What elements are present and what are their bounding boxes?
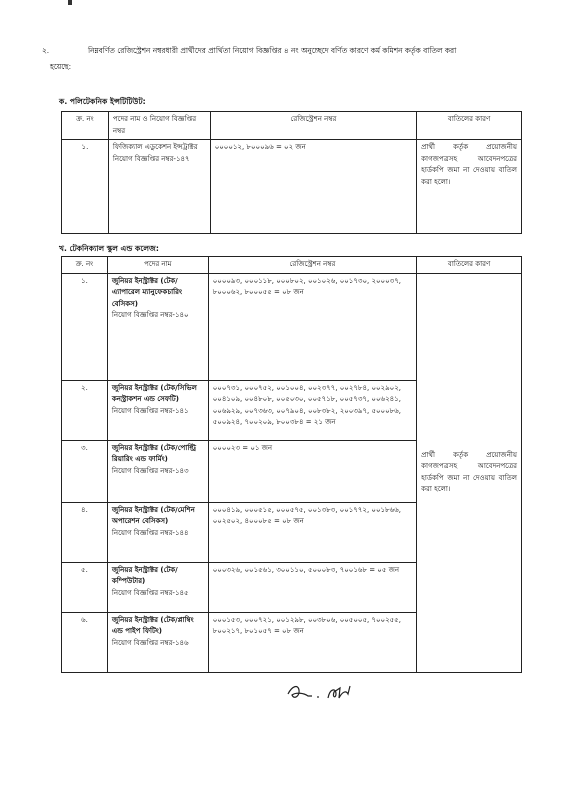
row-registration: ০০০৩২৬, ০০১৫৬১, ৩০০১১০, ৫০০০৮৩, ৭০০১৬৮ = ০৫ জন [208,562,416,612]
row-serial: ৫. [62,562,108,612]
paragraph-number: ২. [42,46,50,55]
row-post [107,273,208,380]
post-name: ফিজিক্যাল এডুকেশন ইন্সট্রাক্টর [112,143,198,151]
notice-number: নিয়োগ বিজ্ঞপ্তির নম্বর-১৪৪ [111,528,189,537]
row-serial: ৩. [62,440,108,502]
row-serial: ১. [62,140,109,234]
table-header-row [62,112,522,140]
post-name: জুনিয়র ইনস্ট্রাক্টর (টেক/সিভিল কনস্ট্রাকশন এন্ড সেফটি) [111,383,197,403]
signature [284,680,374,704]
post-name: জুনিয়র ইনস্ট্রাক্টর (টেক/কম্পিউটার) [111,565,178,585]
notice-number: নিয়োগ বিজ্ঞপ্তির নম্বর-১৪৫ [111,588,189,597]
row-serial: ৬. [62,612,108,672]
polytechnic-table [61,111,522,234]
paragraph-text-line-2: হয়েছে: [50,62,72,71]
post-name: জুনিয়র ইনস্ট্রাক্টর (টেক/এ্যাপারেল ম্যানুফেকচারিং বেসিকস) [111,276,182,308]
row-serial: ২. [62,380,108,440]
header-reason: বাতিলের কারণ [417,257,522,274]
row-post [107,612,208,672]
table-row [62,140,522,234]
table-row [62,273,522,380]
row-post [107,502,208,562]
post-name: জুনিয়র ইনস্ট্রাক্টর (টেক/পোল্ট্রি রিয়ারিং এন্ড ফার্মিং) [111,443,196,463]
row-registration: ০০০০১২, ৮০০০৯৬ = ০২ জন [210,140,416,234]
row-reason: প্রার্থী কর্তৃক প্রয়োজনীয় কাগজপত্রসহ আবেদনপত্রের হার্ডকপি জমা না দেওয়ায় বাতিল করা হলো। [417,273,522,672]
notice-number: নিয়োগ বিজ্ঞপ্তির নম্বর-১৪৩ [111,466,189,475]
notice-number: নিয়োগ বিজ্ঞপ্তির নম্বর-১৪১ [111,406,189,415]
row-post [107,440,208,502]
row-serial: ৪. [62,502,108,562]
header-registration: রেজিস্ট্রেশন নম্বর [208,257,416,274]
section-b-title: খ. টেকনিক্যাল স্কুল এন্ড কলেজ: [59,244,159,253]
row-registration: ০০০৪১৯, ০০০৫১৫, ০০০৫৭৫, ০০১৩৮৩, ০০১৭৭২, ০০১৮৬৬, ০০২৫০২, ৪০০০৮৫ = ০৮ জন [208,502,416,562]
post-name: জুনিয়র ইনস্ট্রাক্টর (টেক/মেশিন অপারেশন বেসিকস) [111,505,195,525]
header-post: পদের নাম [107,257,208,274]
row-reason: প্রার্থী কর্তৃক প্রয়োজনীয় কাগজপত্রসহ আবেদনপত্রের হার্ডকপি জমা না দেওয়ায় বাতিল করা হলো। [417,140,522,234]
row-post [107,562,208,612]
scan-mark [68,0,72,5]
notice-number: নিয়োগ বিজ্ঞপ্তির নম্বর-১৪০ [111,311,189,319]
row-post [107,380,208,440]
header-registration: রেজিস্ট্রেশন নম্বর [210,112,416,140]
post-name: জুনিয়র ইনস্ট্রাক্টর (টেক/প্লাম্বিং এন্ড পাইপ ফিটিং) [111,615,194,635]
row-registration: ০০০০২৩ = ০১ জন [208,440,416,502]
row-registration: ০০০০৯৩, ০০০১১৮, ০০০৮০২, ০০১০২৬, ০০১৭৩০, ২০০০৩৭, ৮০০০৬২, ৮০০০৫৫ = ০৮ জন [208,273,416,380]
technical-school-table [61,256,522,673]
row-registration: ০০০১৫৩, ০০০৭২১, ০০১২৯৮, ০০৩৮০৬, ০০৫০০৫, ৭০০২৫৫, ৮০০২১৭, ৮০১০৫৭ = ০৮ জন [208,612,416,672]
table-header-row [62,257,522,274]
header-serial: ক্র. নং [62,112,109,140]
section-a-title: ক. পলিটেকনিক ইন্সটিটিউট: [59,97,146,106]
row-registration: ০০০৭৩১, ০০০৭৫২, ০০১০০৪, ০০২৩৭৭, ০০২৭৮৪, ০০২৯০২, ০০৪১০৯, ০০৪৮০৮, ০০৫০৩০, ০০৫৭১৮, ০০৫৭৩৭, ০০৬২৪১, ০০৬৯২৯, ০০৭৩৬৩, ০০৭৯০৪, ০০৮৩৮২, ২০০৩৯৭, ৫০০০৮৬, ৫০০৯২৪, ৭০০২০৯, ৮০০৩৮৪ = ২১ জন [208,380,416,440]
row-post [108,140,210,234]
header-reason: বাতিলের কারণ [417,112,522,140]
paragraph-text-line-1: নিম্নবর্ণিত রেজিস্ট্রেশন নম্বরধারী প্রার্থীদের প্রার্থিতা নিয়োগ বিজ্ঞপ্তির ৪ নং অনুচ্ছেদে বর্ণিত কারণে কর্ম কমিশন কর্তৃক বাতিল করা [88,46,457,55]
header-serial: ক্র. নং [62,257,108,274]
notice-number: নিয়োগ বিজ্ঞপ্তির নম্বর-১৪৭ [112,154,190,163]
notice-number: নিয়োগ বিজ্ঞপ্তির নম্বর-১৪৬ [111,638,189,647]
row-serial: ১. [62,273,108,380]
header-post: পদের নাম ও নিয়োগ বিজ্ঞপ্তির নম্বর [108,112,210,140]
